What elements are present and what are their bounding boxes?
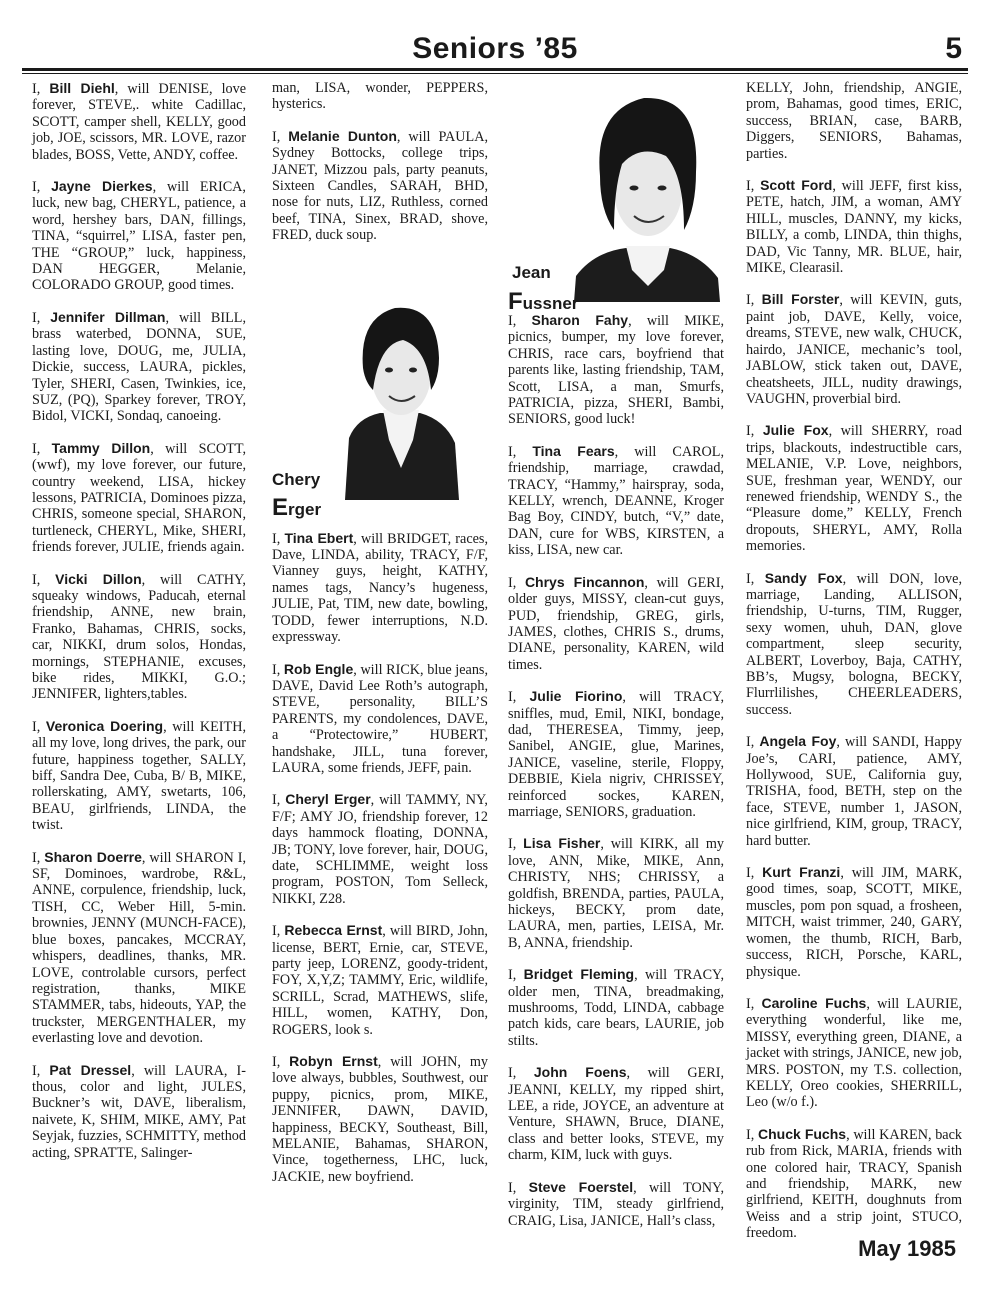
- entry-lead: I,: [272, 792, 286, 809]
- column-3: [508, 312, 724, 1244]
- entry-lead: I,: [32, 81, 50, 97]
- caption-jean-first: [512, 263, 551, 283]
- entry-lead: I,: [508, 836, 524, 853]
- will-entry: [272, 530, 488, 646]
- entry-lead: I,: [32, 179, 52, 196]
- student-name: Angela Foy: [759, 733, 837, 750]
- entry-lead: I,: [508, 443, 533, 460]
- entry-text: , will RICK, blue jeans, DAVE, David Lee Roth’s autograph, STEVE, personality, BILL’S PARENTS, my condolences, DAVE, a “Protectowire,” HUBERT, handshake, JILL, tuna forever, LAURA, some friends, JEFF, pain.: [272, 661, 488, 776]
- entry-lead: I,: [272, 661, 284, 678]
- entry-lead: I,: [32, 1062, 50, 1079]
- column-2: [272, 80, 488, 1200]
- page-header: [22, 30, 968, 68]
- will-entry: [32, 849, 246, 1047]
- entry-lead: I,: [32, 309, 51, 326]
- student-name: Rebecca Ernst: [284, 922, 383, 939]
- will-entry: [272, 791, 488, 907]
- entry-lead: I,: [272, 923, 285, 940]
- caption-chery-last-initial: E: [272, 494, 289, 521]
- caption-jean-last-rest: ussner: [522, 294, 579, 313]
- entry-lead: I,: [508, 967, 524, 984]
- section-title: Seniors ’85: [412, 32, 578, 65]
- student-name: Sharon Doerre: [44, 848, 142, 865]
- entry-text: , will KIRK, all my love, ANN, Mike, MIKE, Ann, CHRISTY, NHS; CHRISSY, a goldfish, BRENDA, parties, PAULA, hickeys, BECKY, prom date, LAURA, men, parties, LEISA, Mr. B, ANNA, friendship.: [508, 836, 725, 951]
- entry-text: man, LISA, wonder, PEPPERS, hysterics.: [272, 80, 488, 113]
- entry-lead: I,: [508, 1065, 534, 1082]
- entry-text: , will GERI, older guys, MISSY, clean-cut guys, PUD, friendship, GREG, girls, JAMES, clothes, CHRIS S., drums, DIANE, personality, KAREN, wild times.: [508, 574, 724, 673]
- will-entry: [272, 80, 488, 113]
- entry-text: , will CAROL, friendship, marriage, crawdad, TRACY, “Hammy,” hairspray, soda, KELLY, wrench, DEANNE, Kroger Bag Boy, CINDY, butch, “V,” date, DAN, cure for WBS, KIRSTEN, a kiss, LISA, new car.: [508, 443, 725, 559]
- entry-lead: I,: [32, 718, 46, 735]
- entry-lead: I,: [272, 128, 289, 145]
- student-name: Robyn Ernst: [289, 1053, 378, 1070]
- entry-text: , will TAMMY, NY, F/F; AMY JO, friendship forever, 12 days hammock floating, DONNA, JB; TONY, love forever, hair, DOUG, date, SCHLIMME, weight loss program, POSTON, Tom Selleck, NIKKI, Z28.: [272, 792, 488, 907]
- caption-chery-first-text: Chery: [272, 470, 321, 489]
- entry-text: KELLY, John, friendship, ANGIE, prom, Bahamas, good times, ERIC, success, BRIAN, case, BARB, Diggers, SENIORS, Bahamas, parties.: [746, 80, 962, 162]
- entry-lead: I,: [508, 574, 525, 591]
- student-name: Jayne Dierkes: [51, 178, 153, 195]
- will-entry: [508, 688, 724, 820]
- entry-lead: I,: [746, 1126, 758, 1143]
- entry-lead: I,: [508, 1179, 529, 1196]
- will-entry: [272, 922, 488, 1038]
- caption-jean-first-text: Jean: [512, 263, 551, 282]
- student-name: Steve Foerstel: [528, 1178, 634, 1195]
- entry-lead: I,: [508, 313, 532, 329]
- entry-lead: I,: [746, 995, 762, 1012]
- student-name: John Foens: [533, 1064, 627, 1081]
- will-entry: [508, 312, 724, 428]
- entry-lead: I,: [272, 1054, 290, 1071]
- entry-text: , will JEFF, first kiss, PETE, hatch, JIM, a woman, AMY HILL, muscles, DANNY, my kicks, BILLY, a comb, LINDA, thin thighs, DAD, Vic Tanny, MR. BLUE, hair, MIKE, Clearasil.: [746, 178, 962, 277]
- entry-text: , will BIRD, John, license, BERT, Ernie, car, STEVE, party jeep, LORENZ, goody-trident, FOY, X,Y,Z; TAMMY, Eric, wildlife, SCRILL, Scrad, MATHEWS, slife, HILL, women, KATHY, Don, ROGERS, look s.: [272, 923, 488, 1038]
- entry-lead: I,: [746, 734, 760, 751]
- student-name: Sharon Fahy: [531, 312, 629, 328]
- entry-text: , will TONY, virginity, TIM, steady girlfriend, CRAIG, Lisa, JANICE, Hall’s class,: [508, 1179, 724, 1229]
- student-name: Jennifer Dillman: [50, 308, 166, 325]
- will-entry: [32, 571, 246, 703]
- student-name: Caroline Fuchs: [761, 994, 867, 1011]
- entry-text: , will CATHY, squeaky windows, Paducah, eternal friendship, ANNE, new brain, Franko, Bahamas, CHRIS, socks, car, NIKKI, drum solos, Hondas, mornings, STEPHANIE, excuses, bike rides, MIKKI, G.O.; JENNIFER, lighters,tables.: [32, 571, 246, 703]
- entry-text: , will LAURA, I-thous, color and light, JULES, Buckner’s wit, DAVE, liberalism, naivete, K, SHIM, MIKE, AMY, Pat Seyjak, fuzzies, SCHMITTY, method acting, SPRATTE, Salinger-: [32, 1062, 246, 1161]
- entry-text: , will SCOTT, (wwf), my love forever, our future, country weekend, LISA, hickey lessons, PATRICIA, Dominoes pizza, CHRIS, someone special, SHARON, turtleneck, CHERYL, Mike, SHERI, friends forever, JULIE, friends again.: [32, 440, 246, 556]
- entry-text: , will TRACY, sniffles, mud, Emil, NIKI, bondage, dad, THERESEA, Timmy, jeep, Sanibel, ANGIE, glue, Marines, JANICE, vaseline, sterile, Floppy, DEBBIE, Kiela nigriv, CHRISSEY, reinforced sockes, KAREN, marriage, SENIORS, graduation.: [508, 689, 724, 820]
- student-name: Bill Forster: [761, 291, 840, 308]
- will-entry: [746, 177, 962, 276]
- entry-lead: I,: [746, 423, 763, 440]
- entry-lead: I,: [32, 571, 56, 588]
- caption-chery-last-rest: rger: [288, 500, 322, 519]
- column-1: [32, 80, 246, 1176]
- will-entry: [508, 574, 724, 673]
- student-name: Melanie Dunton: [288, 127, 397, 144]
- will-entry: [746, 422, 962, 554]
- entry-text: , will LAURIE, everything wonderful, like me, MISSY, everything green, DIANE, a jacket with strings, JANICE, new job, MRS. POSTON, my T.S. collection, KELLY, Oreo cookies, SHERRILL, Leo (w/o f.).: [746, 995, 962, 1111]
- entry-lead: I,: [746, 292, 762, 309]
- page-number: 5: [945, 32, 962, 65]
- student-name: Julie Fiorino: [529, 688, 623, 705]
- will-entry: [32, 718, 246, 834]
- will-entry: [32, 1062, 246, 1161]
- will-entry: [272, 661, 488, 777]
- entry-text: , will GERI, JEANNI, KELLY, my ripped shirt, LEE, a ride, JOYCE, an adventure at Venture, SHAWN, Bruce, DIANE, class and better looks, STEVE, my charm, KIM, luck with guys.: [508, 1065, 724, 1164]
- student-name: Rob Engle: [283, 660, 354, 677]
- entry-text: , will DON, love, marriage, Landing, ALLISON, friendship, U-turns, TIM, Rugger, sexy women, uhuh, DAN, glove compartment, sleep security, ALBERT, Loverboy, Baja, CATHY, BB’s, Mugsy, bologna, BECKY, Flurrlilishes, CHEERLEADERS, success.: [746, 570, 962, 718]
- will-entry: [746, 864, 962, 980]
- header-rule-thin: [22, 73, 968, 74]
- column-4: [746, 80, 962, 1257]
- student-name: Bill Diehl: [49, 80, 115, 96]
- student-name: Tina Fears: [532, 442, 615, 459]
- will-entry: [746, 1126, 962, 1242]
- entry-lead: I,: [32, 440, 52, 457]
- portrait-photo-chery: [335, 278, 465, 500]
- student-name: Chuck Fuchs: [757, 1125, 847, 1142]
- entry-text: , will BRIDGET, races, Dave, LINDA, ability, TRACY, F/F, Vianney guys, height, KATHY, names tags, Nancy’s hugeness, JULIE, Pat, TIM, new date, bowling, TODD, fewer interruptions, N.D. expressway.: [272, 530, 488, 646]
- will-entry: [508, 835, 724, 951]
- student-name: Sandy Fox: [764, 569, 843, 586]
- student-name: Pat Dressel: [49, 1061, 132, 1078]
- will-entry: [32, 178, 246, 294]
- will-entry: [272, 1053, 488, 1185]
- will-entry: [508, 966, 724, 1049]
- student-name: Veronica Doering: [45, 717, 164, 734]
- portrait-photo-jean: [570, 80, 720, 302]
- entry-text: , will JOHN, my love always, bubbles, Southwest, our puppy, picnics, prom, MIKE, JENNIFER, DAWN, DAVID, happiness, BECKY, Southeast, Bill, MELANIE, Bahamas, SHARON, Vince, togetherness, LHC, luck, JACKIE, new boyfriend.: [272, 1054, 488, 1185]
- will-entry: [746, 733, 962, 849]
- entry-text: , will TRACY, older men, TINA, breadmaking, mushrooms, Todd, LINDA, cabbage patch kids, care bears, LAURIE, job stilts.: [508, 967, 724, 1049]
- entry-text: , will SHARON I, SF, Dominoes, wardrobe, R&L, ANNE, corpulence, friendship, luck, TISH, CC, Weber Hill, 5-min. brownies, JENNY (MUNCH-FACE), blue boxes, pancakes, MCCRAY, whispers, deadlines, thanks, MR. LOVE, controlable cursors, perfect registration, thanks, MIKE STAMMER, tabs, hideouts, YAP, the truckster, MERGENTHALER, my everlasting love and devotion.: [32, 849, 247, 1047]
- will-entry: [32, 80, 246, 163]
- entry-lead: I,: [272, 530, 285, 547]
- will-entry: [508, 1064, 724, 1163]
- entry-lead: I,: [746, 570, 765, 587]
- entry-text: , will BILL, brass waterbed, DONNA, SUE, lasting love, DOUG, me, JULIA, Dickie, success, LAURA, pickles, Tyler, SHERI, Casen, Twinkies, ice, SUZ, (PQ), Sparkey forever, TROY, Bidol, VICKI, Sondaq, canoeing.: [32, 309, 246, 425]
- entry-text: , will ERICA, luck, new bag, CHERYL, patience, a word, hershey bars, DAN, fillings, TINA, “squirrel,” LISA, faster pen, THE “GROUP,” luck, happiness, DAN HEGGER, Melanie, COLORADO GROUP, good times.: [32, 179, 246, 294]
- caption-chery-last: [272, 494, 321, 522]
- student-name: Bridget Fleming: [523, 966, 635, 983]
- caption-chery-first: [272, 470, 320, 490]
- caption-jean-last: [508, 288, 578, 316]
- entry-lead: I,: [508, 689, 530, 706]
- student-name: Scott Ford: [760, 177, 833, 194]
- will-entry: [746, 80, 962, 162]
- entry-text: , will KAREN, back rub from Rick, MARIA, friends with one colored hair, TRACY, Spanish and friendship, MARK, new girlfriend, KEITH, doughnuts from Weiss and a strip joint, STUCO, freedom.: [746, 1126, 962, 1242]
- entry-lead: I,: [32, 849, 45, 866]
- entry-text: , will KEITH, all my love, long drives, the park, our future, happiness together, SALLY, biff, Sandra Dee, Cuba, B/ B, MIKE, rollerskating, AMY, swetarts, 106, BEAU, girlfriends, LINDA, the twist.: [32, 718, 246, 834]
- will-entry: [508, 1179, 724, 1229]
- will-entry: [508, 443, 724, 559]
- student-name: Cheryl Erger: [285, 791, 371, 808]
- student-name: Tina Ebert: [284, 529, 354, 546]
- will-entry: [272, 128, 488, 244]
- footer-date: May 1985: [858, 1236, 956, 1261]
- student-name: Tammy Dillon: [51, 439, 151, 456]
- entry-text: , will SHERRY, road trips, blackouts, indestructible cars, MELANIE, V.P. Love, neighbors, SUE, freshman year, WENDY, our renewed friendship, WENDY S., the “Pleasure dome,” KELLY, French dropouts, SHERYL, AMY, Rolla memories.: [746, 423, 963, 555]
- will-entry: [32, 440, 246, 556]
- entry-text: , will PAULA, Sydney Bottocks, college trips, JANET, Mizzou pals, party peanuts, Sixteen Candles, SARAH, BHD, nose for nuts, LIZ, Ruthless, corned beef, TINA, Sinex, BRAD, shove, FRED, duck soup.: [272, 128, 488, 244]
- student-name: Chrys Fincannon: [524, 573, 645, 590]
- entry-text: , will MIKE, picnics, bumper, my love forever, CHRIS, race cars, boyfriend that parents like, lasting friendship, TAM, Scott, LISA, a man, Smurfs, PATRICIA, pizza, SHERI, Bambi, SENIORS, good luck!: [508, 313, 725, 428]
- entry-lead: I,: [746, 178, 761, 195]
- entry-lead: I,: [746, 865, 763, 882]
- student-name: Kurt Franzi: [762, 864, 841, 881]
- entry-text: , will SANDI, Happy Joe’s, CARI, patience, AMY, Hollywood, SUE, California guy, TRISHA, food, BETH, step on the face, STEVE, number 1, JASON, nice girlfriend, KIM, group, TRACY, hard butter.: [746, 734, 962, 849]
- will-entry: [32, 309, 246, 425]
- student-name: Julie Fox: [762, 422, 829, 439]
- will-entry: [746, 570, 962, 719]
- will-entry: [746, 291, 962, 407]
- student-name: Vicki Dillon: [55, 570, 142, 587]
- entry-text: , will DENISE, love forever, STEVE,. white Cadillac, SCOTT, camper shell, KELLY, good job, JOE, scissors, MR. LOVE, razor blades, BOSS, Vette, ANDY, coffee.: [32, 81, 246, 163]
- entry-text: , will JIM, MARK, good times, soap, SCOTT, MIKE, muscles, pom pon squad, a frosheen, MITCH, waist trimmer, 240, GARY, women, the thumb, RICH, Barb, success, RICH, Porsche, KARL, physique.: [746, 865, 962, 980]
- header-rule: [22, 68, 968, 71]
- caption-jean-last-initial: F: [508, 288, 523, 315]
- student-name: Lisa Fisher: [523, 835, 601, 852]
- entry-text: , will KEVIN, guts, paint job, DAVE, Kelly, voice, dreams, STEVE, new walk, CHUCK, hairdo, JANICE, mechanic’s tool, JABLOW, stick taken out, DAVE, cheatsheets, JILL, nudity drawings, VAUGHN, proverbial bird.: [746, 292, 962, 407]
- will-entry: [746, 995, 962, 1111]
